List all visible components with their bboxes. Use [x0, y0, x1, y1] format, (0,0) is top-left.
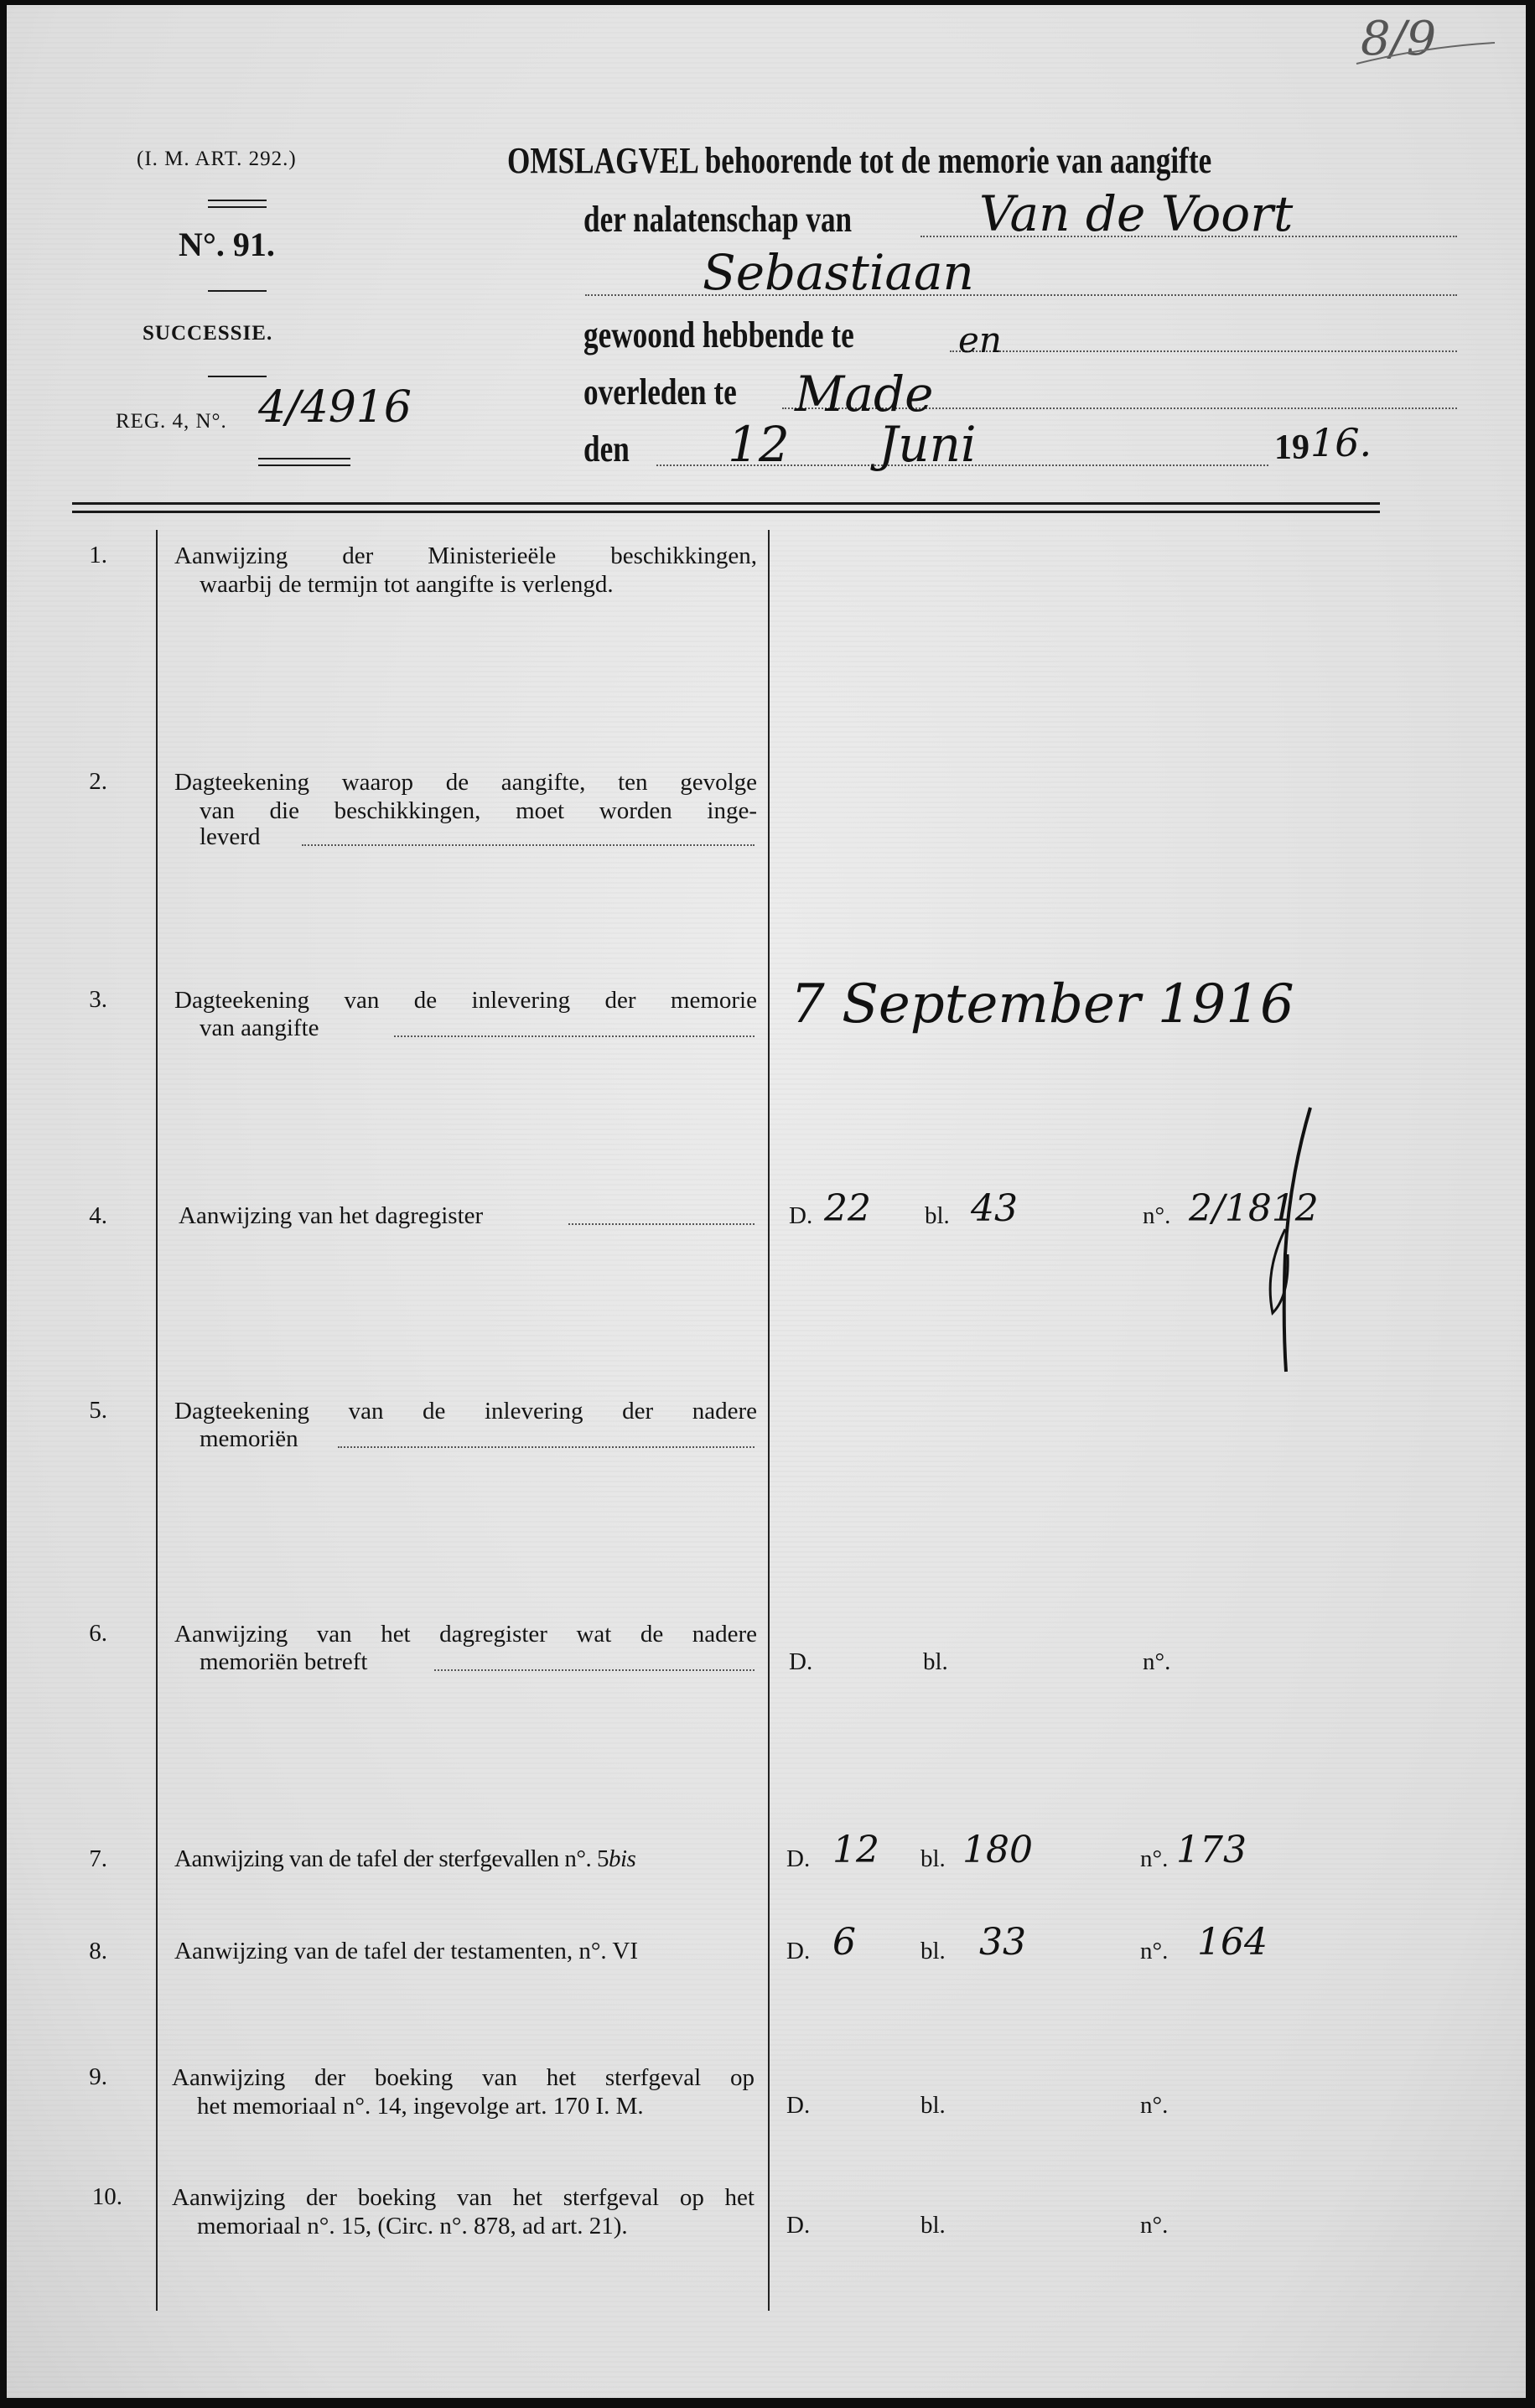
residence-value: en	[958, 319, 1002, 361]
day-register-label: D.	[786, 1845, 811, 1872]
residence-label: gewoond hebbende te	[583, 314, 854, 355]
deceased-given-name: Sebastiaan	[703, 244, 974, 301]
entry-number-label: n°.	[1143, 1648, 1171, 1675]
row-number: 4.	[89, 1202, 107, 1229]
entry-number-label: n°.	[1140, 1845, 1169, 1872]
day-register-label: D.	[786, 2212, 811, 2239]
day-register-label: D.	[786, 1938, 811, 1964]
death-day: 12	[728, 416, 790, 473]
estate-label: der nalatenschap van	[583, 199, 853, 240]
row-label-end: leverd	[200, 823, 261, 850]
register-number: 4/4916	[258, 382, 412, 433]
day-register-label: D.	[789, 1648, 813, 1675]
page-value: 33	[979, 1921, 1026, 1964]
row-label: Aanwijzing der Ministerieële beschikkingen, waarbij de termijn tot aangifte is verlengd.	[174, 542, 757, 598]
form-category: SUCCESSIE.	[143, 322, 273, 345]
row-number: 10.	[91, 2183, 122, 2210]
page-label: bl.	[920, 2212, 946, 2239]
page-label: bl.	[925, 1202, 950, 1229]
entry-number-value: 173	[1176, 1829, 1247, 1871]
row-label: Dagteekening van de inlevering der nadere	[174, 1398, 757, 1425]
year-prefix: 19	[1274, 428, 1309, 467]
article-reference: (I. M. ART. 292.)	[137, 148, 297, 170]
document-sheet	[7, 5, 1526, 2398]
register-label: REG. 4, N°.	[116, 410, 227, 433]
row-number: 7.	[89, 1845, 107, 1872]
row-label: Aanwijzing van de tafel der testamenten, n°. VI	[174, 1938, 639, 1964]
pencil-stroke	[1348, 39, 1499, 72]
row-label: Aanwijzing der boeking van het sterfgeval op het memoriaal n°. 15, (Circ. n°. 878, ad art. 21).	[172, 2184, 755, 2239]
row-number: 6.	[89, 1620, 107, 1647]
day-register-label: D.	[789, 1202, 813, 1229]
row-number: 3.	[89, 986, 107, 1013]
page-label: bl.	[920, 2092, 946, 2119]
entry-number-value: 164	[1197, 1921, 1268, 1964]
page-value: 180	[962, 1829, 1033, 1871]
death-year-suffix: 16.	[1310, 420, 1372, 465]
deceased-surname: Van de Voort	[979, 185, 1294, 242]
page-label: bl.	[920, 1938, 946, 1964]
row-number: 2.	[89, 768, 107, 795]
row-label-end: van aangifte	[200, 1015, 319, 1041]
death-place-label: overleden te	[583, 371, 737, 413]
death-place-value: Made	[795, 366, 934, 423]
day-register-value: 22	[824, 1187, 871, 1230]
day-register-value: 12	[832, 1829, 879, 1871]
entry-number-label: n°.	[1140, 2092, 1169, 2119]
page-label: bl.	[923, 1648, 948, 1675]
row-number: 5.	[89, 1397, 107, 1424]
page-label: bl.	[920, 1845, 946, 1872]
delivery-date: 7 September 1916	[791, 973, 1294, 1035]
row-label: Aanwijzing van het dagregister	[179, 1202, 484, 1229]
death-month: Juni	[879, 416, 977, 473]
entry-number-label: n°.	[1140, 2212, 1169, 2239]
row-label: Dagteekening waarop de aangifte, ten gevolge van die beschikkingen, moet worden inge-	[174, 769, 757, 824]
row-label-end: memoriën	[200, 1425, 298, 1452]
row-label: Aanwijzing van het dagregister wat de nadere	[174, 1621, 757, 1648]
row-label: Aanwijzing der boeking van het sterfgeval op het memoriaal n°. 14, ingevolge art. 170 I. M.	[172, 2064, 755, 2120]
form-title: OMSLAGVEL behoorende tot de memorie van aangifte	[507, 140, 1212, 181]
row-label: Dagteekening van de inlevering der memorie	[174, 987, 757, 1014]
day-register-label: D.	[786, 2092, 811, 2119]
page-value: 43	[971, 1187, 1018, 1230]
row-number: 1.	[89, 542, 107, 568]
entry-number-label: n°.	[1143, 1202, 1171, 1229]
row-number: 9.	[89, 2063, 107, 2090]
row-number: 8.	[89, 1938, 107, 1964]
pen-flourish	[1247, 1103, 1323, 1380]
form-number: N°. 91.	[179, 226, 275, 263]
archive-number: 8/9	[1361, 12, 1437, 66]
entry-number-value: 2/1812	[1189, 1187, 1319, 1230]
day-register-value: 6	[832, 1921, 856, 1964]
entry-number-label: n°.	[1140, 1938, 1169, 1964]
row-label: Aanwijzing van de tafel der sterfgevallen n°. 5bis	[174, 1845, 636, 1872]
date-label: den	[583, 428, 630, 470]
row-label-end: memoriën betreft	[200, 1648, 368, 1675]
